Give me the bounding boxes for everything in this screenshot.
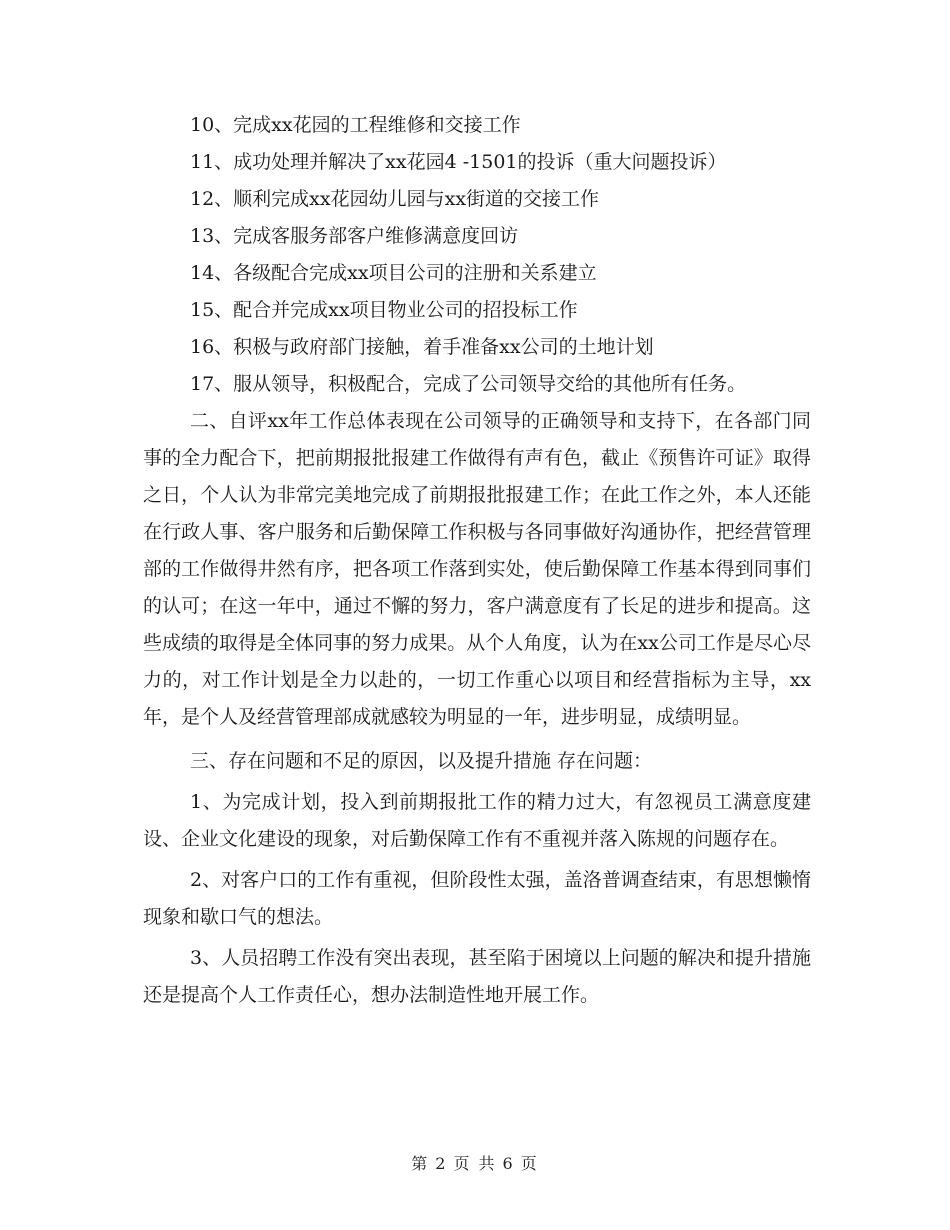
list-item: 16、积极与政府部门接触，着手准备xx公司的土地计划 (190, 336, 654, 358)
footer-suffix: 页 (520, 1154, 539, 1173)
list-item: 13、完成客服务部客户维修满意度回访 (190, 225, 519, 247)
footer-middle: 页 共 (453, 1154, 497, 1173)
footer-prefix: 第 (411, 1154, 430, 1173)
footer-current-page: 2 (435, 1154, 448, 1173)
document-body (143, 107, 811, 1014)
list-item: 15、配合并完成xx项目物业公司的招投标工作 (190, 299, 578, 321)
footer-total-pages: 6 (502, 1154, 515, 1173)
list-item: 14、各级配合完成xx项目公司的注册和关系建立 (190, 262, 597, 284)
list-item: 17、服从领导，积极配合，完成了公司领导交给的其他所有任务。 (190, 373, 747, 395)
list-item: 11、成功处理并解决了xx花园4 -1501的投诉（重大问题投诉） (190, 151, 727, 173)
paragraph-self-evaluation: 二、自评xx年工作总体表现在公司领导的正确领导和支持下，在各部门同事的全力配合下，把前期报批报建工作做得有声有色，截止《预售许可证》取得之日，个人认为非常完美地完成了前期报批报建工作；在此工作之外，本人还能在行政人事、客户服务和后勤保障工作积极与各同事做好沟通协作，把经营管理部的工作做得井然有序，把各项工作落到实处，使后勤保障工作基本得到同事们的认可；在这一年中，通过不懈的努力，客户满意度有了长足的进步和提高。这些成绩的取得是全体同事的努力成果。从个人角度，认为在xx公司工作是尽心尽力的，对工作计划是全力以赴的，一切工作重心以项目和经营指标为主导，xx年，是个人及经营管理部成就感较为明显的一年，进步明显，成绩明显。 (143, 410, 811, 728)
list-item: 12、顺利完成xx花园幼儿园与xx街道的交接工作 (190, 188, 600, 210)
list-item: 10、完成xx花园的工程维修和交接工作 (190, 114, 521, 136)
paragraph-problems-heading: 三、存在问题和不足的原因，以及提升措施 存在问题： (190, 750, 653, 772)
paragraph-problem-3: 3、人员招聘工作没有突出表现，甚至陷于困境以上问题的解决和提升措施还是提高个人工作责任心，想办法制造性地开展工作。 (143, 947, 811, 1006)
page-number-footer (0, 1151, 950, 1174)
paragraph-problem-2: 2、对客户口的工作有重视，但阶段性太强，盖洛普调查结束，有思想懒惰现象和歇口气的想法。 (143, 869, 811, 928)
paragraph-problem-1: 1、为完成计划，投入到前期报批工作的精力过大，有忽视员工满意度建设、企业文化建设的现象，对后勤保障工作有不重视并落入陈规的问题存在。 (143, 791, 811, 850)
